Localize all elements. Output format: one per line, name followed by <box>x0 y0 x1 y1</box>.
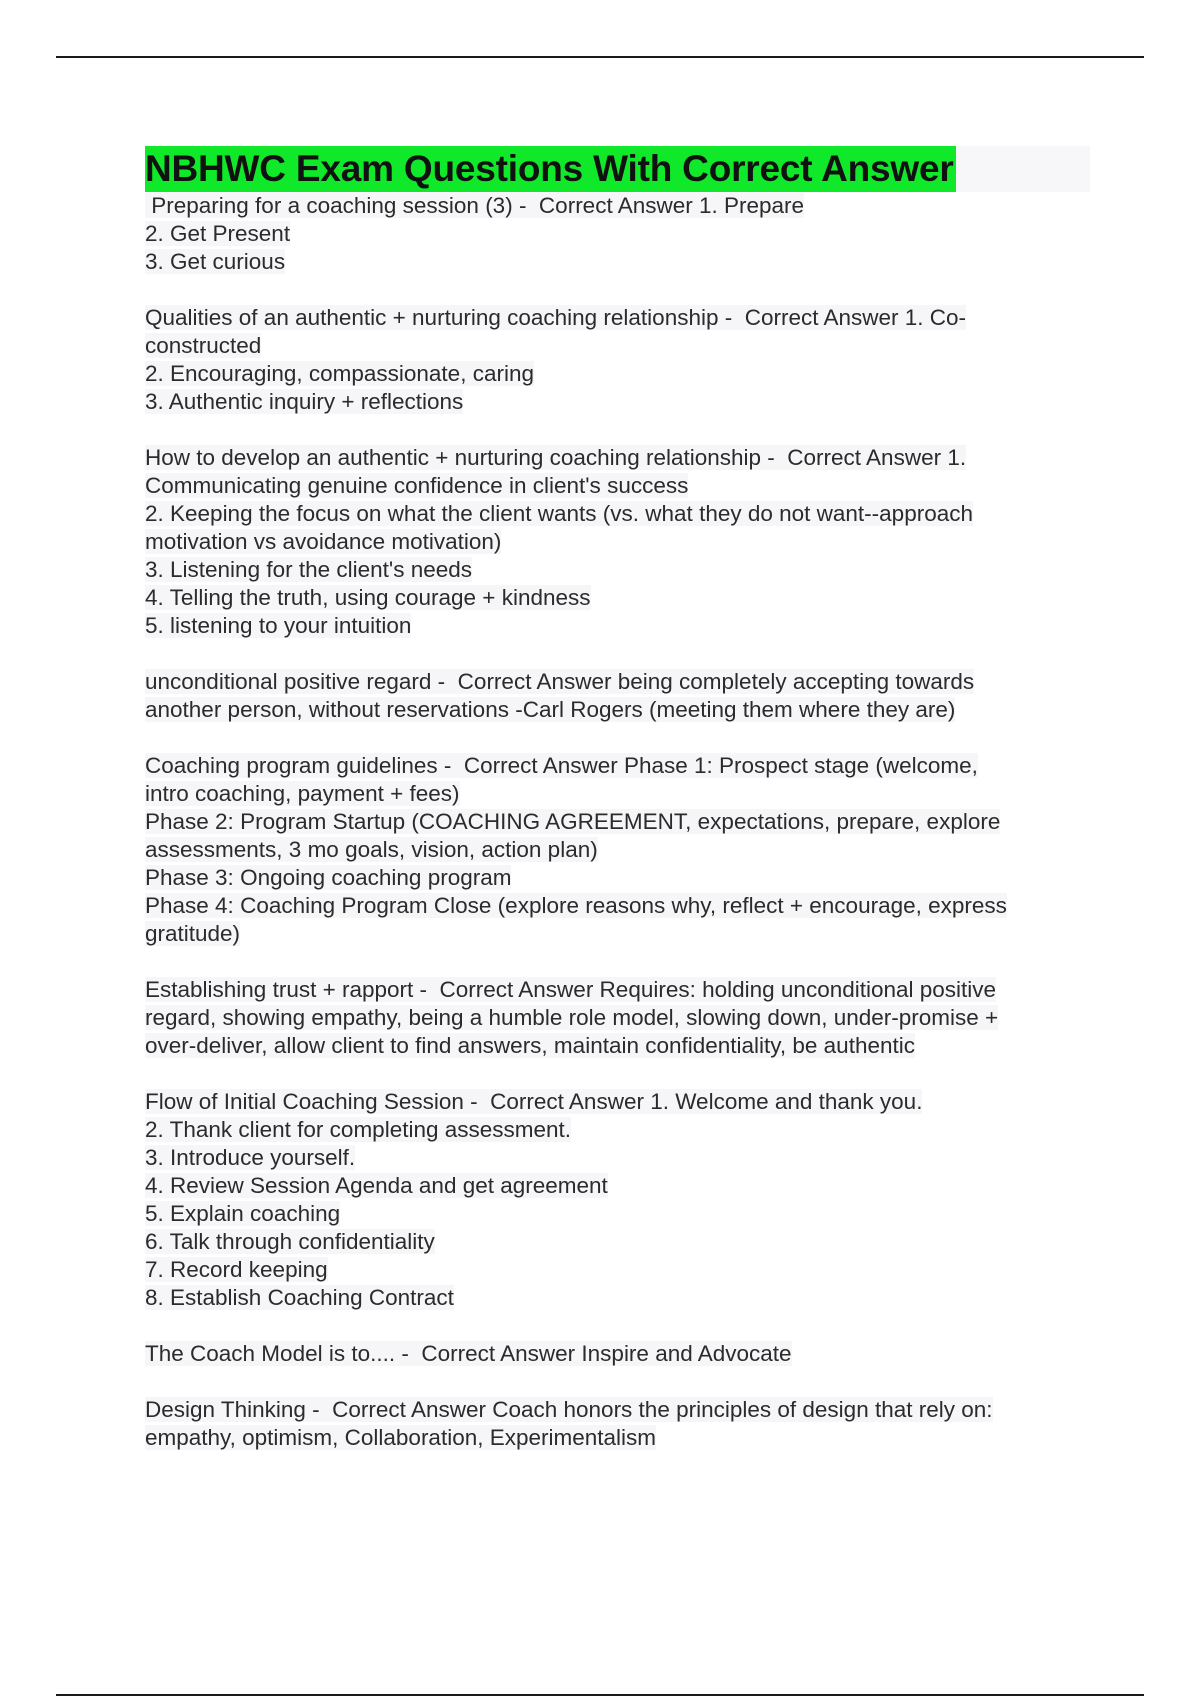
document-body <box>145 146 1090 1480</box>
qa-line-text: 6. Talk through confidentiality <box>145 1229 435 1254</box>
qa-line <box>145 668 1090 696</box>
qa-line <box>145 920 1090 948</box>
qa-line <box>145 892 1090 920</box>
qa-line <box>145 528 1090 556</box>
qa-line <box>145 1256 1090 1284</box>
qa-line-text: Phase 4: Coaching Program Close (explore reasons why, reflect + encourage, express <box>145 893 1007 918</box>
qa-line-text: 2. Get Present <box>145 221 291 246</box>
qa-line-text: 3. Authentic inquiry + reflections <box>145 389 464 414</box>
qa-line-text: another person, without reservations -Carl Rogers (meeting them where they are) <box>145 697 956 722</box>
qa-line-text: Design Thinking - Correct Answer Coach honors the principles of design that rely on: <box>145 1397 993 1422</box>
qa-line <box>145 1144 1090 1172</box>
qa-line-text: How to develop an authentic + nurturing coaching relationship - Correct Answer 1. <box>145 445 967 470</box>
qa-item <box>145 1396 1090 1452</box>
qa-line <box>145 864 1090 892</box>
qa-line <box>145 780 1090 808</box>
qa-list <box>145 192 1090 1452</box>
qa-line <box>145 836 1090 864</box>
qa-line-text: empathy, optimism, Collaboration, Experimentalism <box>145 1425 657 1450</box>
qa-line <box>145 248 1090 276</box>
qa-line-text: over-deliver, allow client to find answers, maintain confidentiality, be authentic <box>145 1033 915 1058</box>
top-rule <box>56 56 1144 58</box>
qa-line-text: 4. Review Session Agenda and get agreement <box>145 1173 608 1198</box>
qa-item <box>145 444 1090 640</box>
qa-line <box>145 1032 1090 1060</box>
qa-line <box>145 332 1090 360</box>
qa-line <box>145 556 1090 584</box>
qa-line <box>145 1228 1090 1256</box>
qa-line-text: gratitude) <box>145 921 241 946</box>
qa-line <box>145 752 1090 780</box>
qa-item <box>145 1340 1090 1368</box>
qa-line <box>145 444 1090 472</box>
title-bar <box>145 146 1090 192</box>
qa-line-text: Communicating genuine confidence in client's success <box>145 473 689 498</box>
qa-line <box>145 192 1090 220</box>
qa-line <box>145 696 1090 724</box>
qa-line-text: 5. listening to your intuition <box>145 613 412 638</box>
qa-item <box>145 1088 1090 1312</box>
qa-line-text: 8. Establish Coaching Contract <box>145 1285 454 1310</box>
qa-line-text: Phase 2: Program Startup (COACHING AGREEMENT, expectations, prepare, explore <box>145 809 1001 834</box>
qa-line <box>145 1004 1090 1032</box>
qa-line-text: Preparing for a coaching session (3) - Correct Answer 1. Prepare <box>145 193 805 218</box>
qa-line <box>145 304 1090 332</box>
qa-item <box>145 304 1090 416</box>
qa-line-text: 3. Get curious <box>145 249 286 274</box>
qa-line-text: 3. Listening for the client's needs <box>145 557 472 582</box>
qa-line <box>145 1172 1090 1200</box>
qa-line <box>145 584 1090 612</box>
qa-line <box>145 1088 1090 1116</box>
qa-line <box>145 1340 1090 1368</box>
qa-item <box>145 752 1090 948</box>
bottom-rule <box>56 1694 1144 1696</box>
qa-line <box>145 220 1090 248</box>
qa-line-text: regard, showing empathy, being a humble role model, slowing down, under-promise + <box>145 1005 999 1030</box>
qa-line <box>145 500 1090 528</box>
qa-line <box>145 388 1090 416</box>
qa-line-text: The Coach Model is to.... - Correct Answer Inspire and Advocate <box>145 1341 792 1366</box>
document-title: NBHWC Exam Questions With Correct Answer <box>145 146 956 192</box>
qa-line-text: unconditional positive regard - Correct Answer being completely accepting towards <box>145 669 975 694</box>
qa-line <box>145 612 1090 640</box>
qa-line <box>145 1284 1090 1312</box>
qa-line-text: 5. Explain coaching <box>145 1201 341 1226</box>
qa-line-text: assessments, 3 mo goals, vision, action plan) <box>145 837 598 862</box>
qa-line <box>145 472 1090 500</box>
qa-line-text: 2. Thank client for completing assessment. <box>145 1117 572 1142</box>
qa-line-text: 2. Encouraging, compassionate, caring <box>145 361 534 386</box>
qa-line <box>145 1424 1090 1452</box>
qa-line-text: 3. Introduce yourself. <box>145 1145 356 1170</box>
qa-line-text: 7. Record keeping <box>145 1257 328 1282</box>
qa-item <box>145 668 1090 724</box>
qa-line-text: Establishing trust + rapport - Correct Answer Requires: holding unconditional positive <box>145 977 997 1002</box>
qa-line-text: 2. Keeping the focus on what the client wants (vs. what they do not want--approach <box>145 501 973 526</box>
qa-line <box>145 1200 1090 1228</box>
qa-line-text: motivation vs avoidance motivation) <box>145 529 502 554</box>
qa-item <box>145 976 1090 1060</box>
qa-line <box>145 808 1090 836</box>
qa-line <box>145 1396 1090 1424</box>
qa-line-text: Qualities of an authentic + nurturing coaching relationship - Correct Answer 1. Co- <box>145 305 967 330</box>
qa-line-text: constructed <box>145 333 262 358</box>
qa-line-text: Flow of Initial Coaching Session - Correct Answer 1. Welcome and thank you. <box>145 1089 923 1114</box>
qa-line-text: intro coaching, payment + fees) <box>145 781 460 806</box>
qa-line <box>145 976 1090 1004</box>
qa-line <box>145 360 1090 388</box>
qa-line <box>145 1116 1090 1144</box>
qa-line-text: Coaching program guidelines - Correct Answer Phase 1: Prospect stage (welcome, <box>145 753 978 778</box>
qa-item <box>145 192 1090 276</box>
qa-line-text: 4. Telling the truth, using courage + kindness <box>145 585 591 610</box>
qa-line-text: Phase 3: Ongoing coaching program <box>145 865 512 890</box>
